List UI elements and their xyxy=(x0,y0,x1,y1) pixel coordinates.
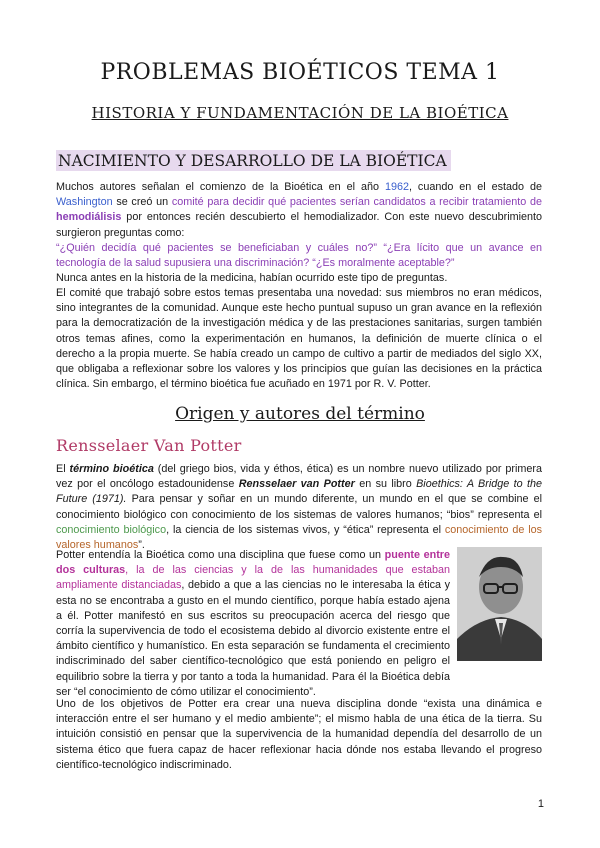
year-highlight: 1962 xyxy=(384,181,409,193)
portrait-image xyxy=(457,547,542,661)
paragraph-termino xyxy=(56,462,542,553)
questions-paragraph: “¿Quién decidía qué pacientes se beneficiaban y cuáles no?” “¿Era lícito que un avance en tecnología de la salud supusiera una discriminación? “¿Es moralmente aceptable?” xyxy=(56,242,542,270)
paragraph-intro xyxy=(56,180,542,241)
text-run: se creó un xyxy=(112,196,172,209)
text-run: en su libro xyxy=(354,478,417,491)
subheading-van-potter: Rensselaer Van Potter xyxy=(56,436,242,455)
text-run: Para pensar y soñar en un mundo diferente, un mundo en el que se combine el conocimiento biológico con conocimiento de los sistemas de valores humanos; “bios” representa el xyxy=(56,493,542,521)
comite-highlight: comité para decidir qué pacientes serían candidatos a recibir tratamiento de xyxy=(171,196,542,209)
valores-highlight: conocimiento de los valores humanos xyxy=(56,523,543,552)
text-run: , debido a que a las ciencias no le interesaba la ética y esta no se encontraba a gusto en el mundo científico, porque había estado ajena a él. Potter manifestó en sus escritos su preocupación acerca del riesgo que corría la supervivencia de todo el ecosistema debido al divorcio existente entre el ámbito científico y humanístico. En esta separación se fundamenta el crecimiento indiscriminado del saber científico-tecnológico que está poniendo en peligro el equilibrio sobre la tierra y por tanto a toda la humanidad. Para él la Bioética debía ser “el conocimiento de cómo utilizar el conocimiento”. xyxy=(56,579,450,698)
paragraph-nunca: Nunca antes en la historia de la medicina, habían ocurrido este tipo de preguntas. xyxy=(56,272,448,284)
section-heading-origen: Origen y autores del término xyxy=(175,404,425,424)
author-name: Rensselaer van Potter xyxy=(238,478,355,491)
paragraph-puente xyxy=(56,548,450,700)
puente-highlight: puente entre dos culturas xyxy=(56,549,451,577)
paragraph-comite: El comité que trabajó sobre estos temas presentaba una novedad: sus miembros no eran médicos, sino integrantes de la comunidad. Aunque este hecho puntual supuso un gran avance en la reflexión para la democratización de la investigación médica y de las prestaciones sanitarias, surgen también otros temas afines, como la experimentación en humanos, la definición de muerte clínica o el derecho a la propia muerte. Se había creado un campo de cultivo a partir de mediados del siglo XX, que obligaba a reflexionar sobre los valores y los principios que guían las decisiones en la práctica clínica. Sin embargo, el término bioética fue acuñado en 1971 por R. V. Potter. xyxy=(56,287,542,391)
text-run: Muchos autores señalan el comienzo de la Bioética en el año xyxy=(56,181,385,193)
section-heading-nacimiento: NACIMIENTO Y DESARROLLO DE LA BIOÉTICA xyxy=(56,150,451,171)
text-run: , cuando en el estado de xyxy=(408,181,542,193)
text-run: , la ciencia de los sistemas vivos, y “ética” representa el xyxy=(166,523,445,536)
hemodialisis-highlight: hemodiálisis xyxy=(56,211,122,224)
page-number: 1 xyxy=(537,798,544,810)
text-run: El xyxy=(56,463,70,475)
text-run: Potter entendía la Bioética como una disciplina que fuese como un xyxy=(56,549,385,561)
document-title: PROBLEMAS BIOÉTICOS TEMA 1 xyxy=(100,60,500,85)
van-potter-portrait xyxy=(457,547,542,661)
text-run: por entonces recién descubierto el hemodializador. Con este nuevo descubrimiento surgieron preguntas como: xyxy=(56,211,542,239)
paragraph-objetivos: Uno de los objetivos de Potter era crear una nueva disciplina donde “exista una dinámica e interacción entre el ser humano y el medio ambiente”; el mismo habla de una ética de la tierra. Su intuición consistió en pensar que la supervivencia de la humanidad dependía del desarrollo de un sistema ético que fuera capaz de hacer reflexionar hacia dónde nos estaba llevando el progreso científico-tecnológico indiscriminado. xyxy=(56,698,542,771)
term-highlight: término bioética xyxy=(69,463,154,475)
document-subtitle: HISTORIA Y FUNDAMENTACIÓN DE LA BIOÉTICA xyxy=(91,104,509,122)
place-highlight: Washington xyxy=(56,196,113,209)
book-title: Bioethics: A Bridge to the Future (1971). xyxy=(56,478,542,506)
culturas-highlight: , la de las ciencias y la de las humanidades que estaban ampliamente distanciadas xyxy=(56,564,450,592)
bio-highlight: conocimiento biológico xyxy=(56,523,167,536)
text-run: (del griego bios, vida y éthos, ética) es un nombre nuevo utilizado por primera vez por el oncólogo estadounidense xyxy=(56,463,542,491)
text-run: ”. xyxy=(138,539,145,552)
